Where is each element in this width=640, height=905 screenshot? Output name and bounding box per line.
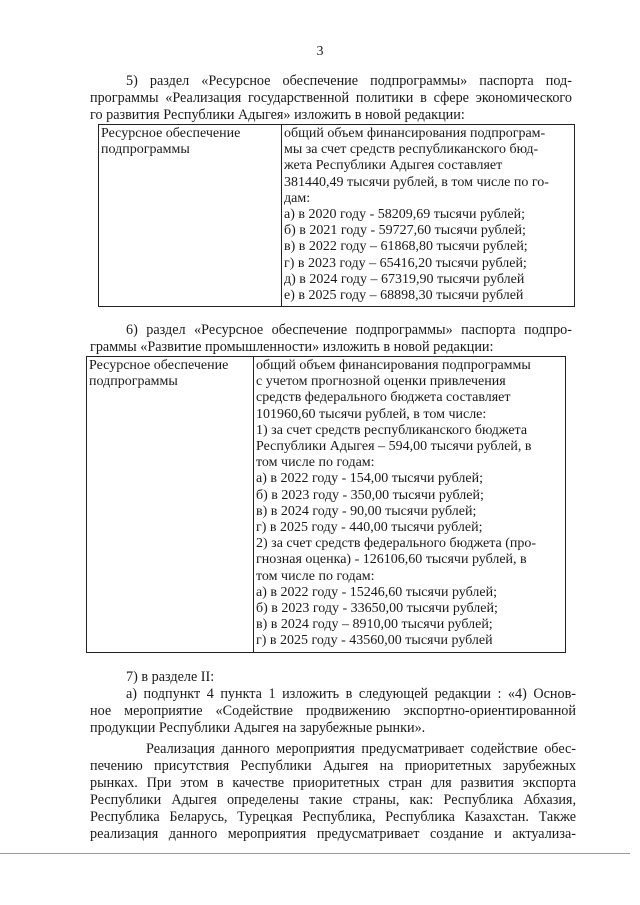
content-line: 101960,60 тысячи рублей, в том числе: xyxy=(256,406,487,422)
table-content-cell xyxy=(254,357,566,653)
content-line: мы за счет средств республиканского бюд- xyxy=(284,142,539,158)
content-line: жета Республики Адыгея составляет xyxy=(284,158,503,174)
item-5-line: программы «Реализация государственной политики в сфере экономического xyxy=(90,90,572,106)
content-line: с учетом прогнозной оценки привлечения xyxy=(256,374,506,390)
content-line: общий объем финансирования подпрограммы xyxy=(256,358,531,373)
content-line: гнозная оценка) - 126106,60 тысячи рублей, в xyxy=(256,552,527,568)
content-line: г) в 2025 году - 43560,00 тысячи рублей xyxy=(256,633,493,649)
item-7-line: Республики Адыгея определены такие страны, как: Республика Абхазия, xyxy=(90,792,576,808)
table-label-cell xyxy=(99,125,282,307)
content-line: г) в 2023 году – 65416,20 тысячи рублей; xyxy=(284,255,527,271)
content-line: г) в 2025 году - 440,00 тысячи рублей; xyxy=(256,520,483,536)
content-line: 2) за счет средств федерального бюджета (про- xyxy=(256,536,537,552)
item-6-resource-table xyxy=(86,356,566,653)
content-line: средств федерального бюджета составляет xyxy=(256,390,511,406)
label-line: подпрограммы xyxy=(101,142,190,158)
item-7-line: печению присутствия Республики Адыгея на приоритетных зарубежных xyxy=(90,758,576,774)
content-line: общий объем финансирования подпрограм- xyxy=(284,126,546,141)
item-6-line: 6) раздел «Ресурсное обеспечение подпрограммы» паспорта подпро- xyxy=(126,322,572,338)
item-5-paragraph xyxy=(90,73,572,124)
page-number: 3 xyxy=(316,44,324,59)
item-7-line: реализация данного мероприятия предусматривает создание и актуализа- xyxy=(90,826,576,842)
label-line: подпрограммы xyxy=(89,374,178,390)
content-line: а) в 2022 году - 154,00 тысячи рублей; xyxy=(256,471,483,487)
item-6-paragraph xyxy=(90,322,572,356)
content-line: б) в 2021 году - 59727,60 тысячи рублей; xyxy=(284,223,526,239)
item-5-line: го развития Республики Адыгея» изложить в новой редакции: xyxy=(90,107,465,123)
item-7-line: Реализация данного мероприятия предусматривает содействие обес- xyxy=(146,741,576,757)
item-7-line: а) подпункт 4 пункта 1 изложить в следующей редакции : «4) Основ- xyxy=(126,686,576,702)
content-line: е) в 2025 году – 68898,30 тысячи рублей xyxy=(284,288,524,304)
content-line: дам: xyxy=(284,190,311,206)
content-line: том числе по годам: xyxy=(256,455,375,471)
item-7-line: Республика Беларусь, Турецкая Республика, Республика Казахстан. Также xyxy=(90,809,576,825)
table-label-cell xyxy=(87,357,254,653)
item-7-line: продукции Республики Адыгея на зарубежные рынки». xyxy=(90,720,426,736)
item-5-resource-table xyxy=(98,124,575,307)
item-7-heading: 7) в разделе II: xyxy=(126,669,215,685)
content-line: б) в 2023 году - 350,00 тысячи рублей; xyxy=(256,487,484,503)
content-line: Республики Адыгея – 594,00 тысячи рублей, в xyxy=(256,439,532,455)
table-row xyxy=(99,125,575,307)
item-7-line: рынках. При этом в качестве приоритетных стран для развития экспорта xyxy=(90,775,576,791)
scan-edge-divider xyxy=(0,853,630,854)
item-7-line: ное мероприятие «Содействие продвижению экспортно-ориентированной xyxy=(90,703,576,719)
content-line: в) в 2024 году - 90,00 тысячи рублей; xyxy=(256,503,477,519)
table-row xyxy=(87,357,566,653)
table-content-cell xyxy=(282,125,575,307)
item-7-paragraph xyxy=(90,669,576,843)
label-line: Ресурсное обеспечение xyxy=(101,126,241,141)
content-line: том числе по годам: xyxy=(256,568,375,584)
content-line: в) в 2024 году – 8910,00 тысячи рублей; xyxy=(256,617,493,633)
content-line: 1) за счет средств республиканского бюджета xyxy=(256,422,528,438)
item-5-line: 5) раздел «Ресурсное обеспечение подпрограммы» паспорта под- xyxy=(126,73,572,89)
content-line: д) в 2024 году – 67319,90 тысячи рублей xyxy=(284,271,525,287)
content-line: а) в 2020 году - 58209,69 тысячи рублей; xyxy=(284,207,525,223)
content-line: а) в 2022 году - 15246,60 тысячи рублей; xyxy=(256,584,497,600)
content-line: 381440,49 тысячи рублей, в том числе по го- xyxy=(284,174,549,190)
content-line: в) в 2022 году – 61868,80 тысячи рублей; xyxy=(284,239,528,255)
label-line: Ресурсное обеспечение xyxy=(89,358,229,373)
item-6-line: граммы «Развитие промышленности» изложить в новой редакции: xyxy=(90,339,494,355)
content-line: б) в 2023 году - 33650,00 тысячи рублей; xyxy=(256,601,498,617)
